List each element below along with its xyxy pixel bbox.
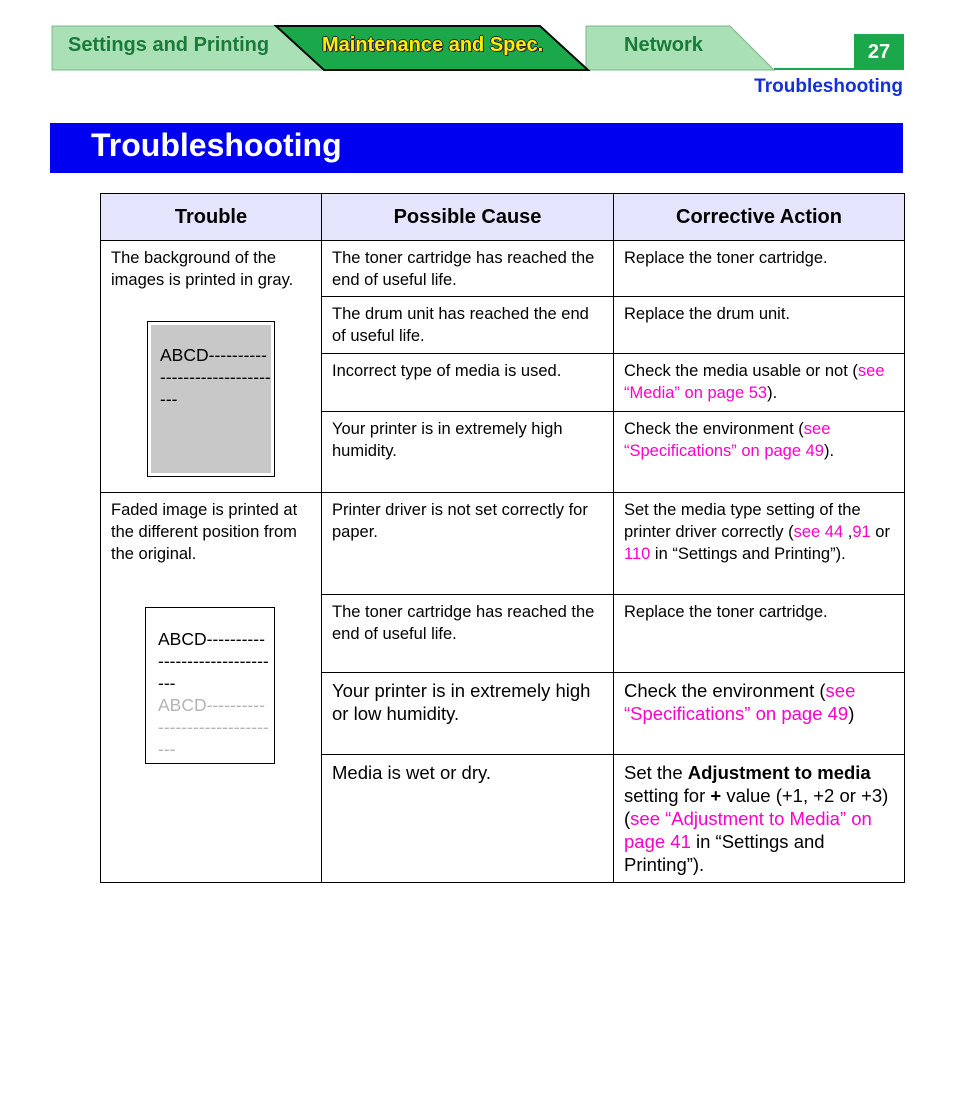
cause-cell: The drum unit has reached the end of useful life.: [322, 297, 614, 354]
sample-text-block: [158, 628, 270, 760]
section-tab-bar: [50, 22, 904, 72]
action-text: in “Settings and Printing”).: [624, 831, 825, 875]
action-cell: [614, 673, 905, 755]
page-number: 27: [854, 34, 904, 70]
cause-cell: Printer driver is not set correctly for paper.: [322, 493, 614, 595]
action-cell: [614, 493, 905, 595]
table-row: [101, 241, 905, 297]
action-text: Check the environment (: [624, 680, 826, 701]
gray-background-sample-image: [147, 321, 275, 477]
cause-cell: Media is wet or dry.: [322, 755, 614, 883]
tab-maintenance-and-spec[interactable]: Maintenance and Spec.: [322, 34, 544, 56]
media-page-link[interactable]: see “Media” on page 53: [624, 362, 885, 402]
sample-text: ABCD--------------------------------: [160, 345, 271, 409]
adjustment-to-media-link[interactable]: see “Adjustment to Media” on page 41: [624, 808, 872, 852]
plus-sign: +: [710, 785, 722, 806]
sample-faded-text: ABCD--------------------------------: [158, 695, 269, 759]
action-text: ).: [823, 442, 835, 460]
action-cell: Replace the toner cartridge.: [614, 595, 905, 673]
cause-cell: Your printer is in extremely high humidity.: [322, 412, 614, 493]
action-cell: Replace the toner cartridge.: [614, 241, 905, 297]
action-text: ): [848, 703, 855, 724]
sample-text: ABCD--------------------------------: [158, 629, 269, 693]
header-trouble: Trouble: [101, 194, 322, 241]
action-cell: [614, 354, 905, 412]
table-header-row: [101, 194, 905, 241]
page-44-link[interactable]: see 44: [793, 523, 844, 541]
action-text: in “Settings and Printing”).: [650, 545, 846, 563]
action-cell: [614, 755, 905, 883]
action-text: value (+1, +2 or +3) (: [624, 785, 889, 829]
title-band: [50, 123, 903, 173]
action-text: Check the environment (: [624, 420, 804, 438]
specifications-page-link[interactable]: see “Specifications” on page 49: [624, 420, 831, 460]
action-text: ,: [843, 523, 853, 541]
header-corrective-action: Corrective Action: [614, 194, 905, 241]
tab-settings-and-printing[interactable]: Settings and Printing: [68, 34, 270, 56]
trouble-text: The background of the images is printed in gray.: [111, 249, 294, 289]
trouble-text: Faded image is printed at the different position from the original.: [111, 501, 298, 563]
cause-cell: The toner cartridge has reached the end of useful life.: [322, 241, 614, 297]
faded-image-sample: [145, 607, 275, 764]
page-91-link[interactable]: 91: [852, 523, 871, 541]
tab-network[interactable]: Network: [624, 34, 703, 56]
header-possible-cause: Possible Cause: [322, 194, 614, 241]
action-text: setting for: [624, 785, 711, 806]
page-title: Troubleshooting: [91, 127, 342, 163]
specifications-page-link[interactable]: see “Specifications” on page 49: [624, 680, 856, 724]
cause-cell: Incorrect type of media is used.: [322, 354, 614, 412]
breadcrumb-link[interactable]: Troubleshooting: [754, 76, 903, 97]
action-text: Check the media usable or not (: [624, 362, 858, 380]
action-text: Set the media type setting of the printer driver correctly (: [624, 501, 861, 541]
action-cell: Replace the drum unit.: [614, 297, 905, 354]
action-text: or: [870, 523, 890, 541]
cause-cell: Your printer is in extremely high or low humidity.: [322, 673, 614, 755]
table-row: [101, 493, 905, 595]
setting-name: Adjustment to media: [687, 762, 871, 783]
action-text: ).: [767, 384, 778, 402]
action-text: Set the: [624, 762, 688, 783]
trouble-cell: [101, 493, 322, 883]
page-110-link[interactable]: 110: [624, 545, 651, 563]
troubleshooting-table: [100, 193, 905, 883]
action-cell: [614, 412, 905, 493]
cause-cell: The toner cartridge has reached the end of useful life.: [322, 595, 614, 673]
trouble-cell: [101, 241, 322, 493]
